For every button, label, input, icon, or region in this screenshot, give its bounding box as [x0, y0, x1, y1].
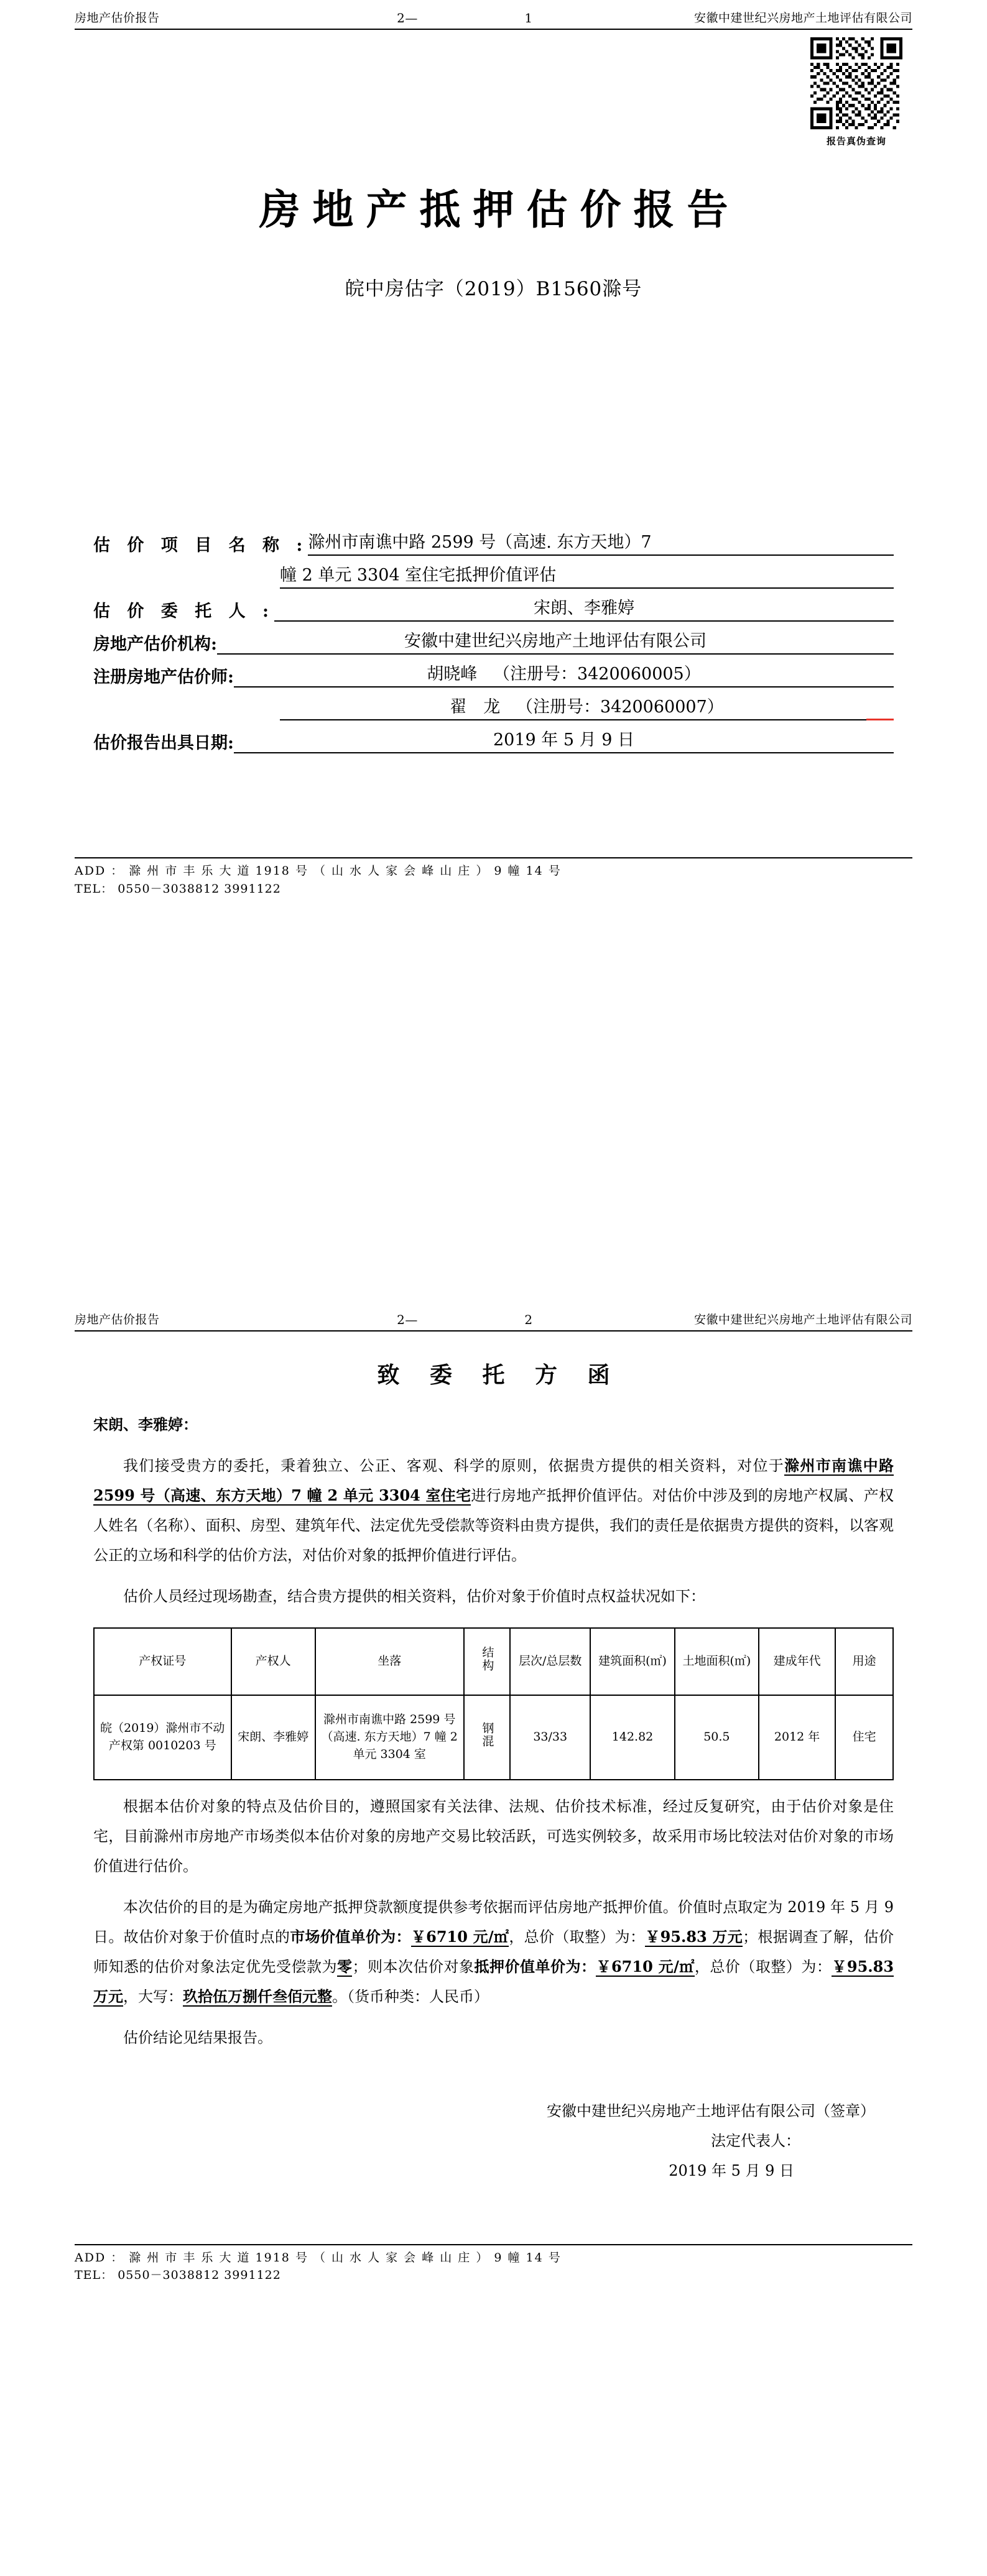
- header-report-type: 房地产估价报告: [75, 11, 160, 25]
- appraiser-1-registration: （注册号：3420060005）: [493, 665, 701, 684]
- letter-paragraph-4: [93, 1892, 894, 2012]
- cell-cert-no: 皖（2019）滁州市不动产权第 0010203 号: [94, 1695, 231, 1780]
- appraiser-1-row: [93, 660, 894, 688]
- footer-address-line-2: ADD ： 滁 州 市 丰 乐 大 道 1918 号 （ 山 水 人 家 会 峰 山 庄 ） 9 幢 14 号: [75, 2250, 562, 2265]
- header-company-name-2: 安徽中建世纪兴房地产土地评估有限公司: [693, 1313, 912, 1327]
- letter-page: [0, 1302, 987, 2576]
- col-header-location: 坐落: [315, 1628, 464, 1695]
- appraiser-2-registration: （注册号：3420060007）: [516, 697, 724, 717]
- report-number: 皖中房估字（2019）B1560滁号: [345, 278, 642, 300]
- cell-owner: 宋朗、李雅婷: [231, 1695, 315, 1780]
- header-section-number: 2—: [397, 11, 418, 25]
- red-underline-mark: [866, 719, 894, 720]
- client-label: 估 价 委 托 人 :: [93, 602, 274, 621]
- col-header-build-year: 建成年代: [759, 1628, 835, 1695]
- running-header-page2: [0, 1302, 987, 1330]
- para1-subject-address: 滁州市南谯中路 2599 号（高速、东方天地）7 幢 2 单元 3304 室住宅: [93, 1456, 894, 1504]
- letter-paragraph-5: 估价结论见结果报告。: [123, 2028, 272, 2046]
- col-header-owner: 产权人: [231, 1628, 315, 1695]
- col-header-structure-text: 结构: [480, 1645, 494, 1672]
- qr-code-icon[interactable]: [810, 37, 902, 129]
- col-header-usage: 用途: [835, 1628, 893, 1695]
- col-header-building-area: 建筑面积(㎡): [590, 1628, 674, 1695]
- header-company-name: 安徽中建世纪兴房地产土地评估有限公司: [693, 11, 912, 25]
- project-name-value-line2: 幢 2 单元 3304 室住宅抵押价值评估: [280, 561, 894, 589]
- appraiser-2-row: [93, 693, 894, 720]
- header-page-number-2: 2: [524, 1312, 533, 1327]
- para1-part-a: 我们接受贵方的委托，秉着独立、公正、客观、科学的原则，依据贵方提供的相关资料，对位于: [123, 1456, 785, 1474]
- letter-body: [93, 1410, 894, 2053]
- appraiser-2-name: 翟 龙: [450, 697, 501, 717]
- cell-land-area: 50.5: [675, 1695, 759, 1780]
- project-name-row-cont: [93, 561, 894, 589]
- footer-address-line: ADD ： 滁 州 市 丰 乐 大 道 1918 号 （ 山 水 人 家 会 峰 山 庄 ） 9 幢 14 号: [75, 864, 562, 878]
- letter-paragraph-1: [93, 1451, 894, 1570]
- para4-part-i: 。（货币种类：人民币）: [332, 1987, 489, 2005]
- letter-paragraph-3: 根据本估价对象的特点及估价目的，遵照国家有关法律、法规、估价技术标准，经过反复研究，由于估价对象是住宅，目前滁州市房地产市场类似本估价对象的房地产交易比较活跃，可选实例较多，故采用市场比较法对估价对象的市场价值进行估价。: [93, 1797, 894, 1875]
- footer-tel-line-2: TEL： 0550－3038812 3991122: [75, 2268, 281, 2283]
- signature-block: [93, 2096, 894, 2186]
- header-divider: [75, 29, 912, 30]
- para4-amount-in-words: 玖拾伍万捌仟叁佰元整: [183, 1987, 332, 2005]
- para4-market-total-price: ￥95.83 万元: [645, 1927, 743, 1946]
- signature-date: 2019 年 5 月 9 日: [669, 2161, 794, 2179]
- cover-bottom-gap: [0, 759, 987, 857]
- cover-info-block: [93, 528, 894, 753]
- issue-date-row: [93, 726, 894, 753]
- signature-legal-rep: 法定代表人：: [711, 2132, 800, 2150]
- letter-salutation: 宋朗、李雅婷：: [93, 1416, 198, 1433]
- agency-value: 安徽中建世纪兴房地产土地评估有限公司: [217, 627, 894, 655]
- para4-part-a: 本次估价的目的是为确定房地产抵押贷款额度提供参考依据而评估房地产抵押价值。价值时点取定为 2019 年 5 月 9 日。故估价对象于价值时点的: [93, 1898, 894, 1946]
- header-divider-2: [75, 1330, 912, 1332]
- running-header-page1: [0, 0, 987, 29]
- appraiser-1-value: [234, 660, 894, 688]
- letter-paragraph-2: 估价人员经过现场勘查，结合贵方提供的相关资料，估价对象于价值时点权益状况如下：: [123, 1587, 705, 1605]
- table-header-row: [94, 1628, 893, 1695]
- appraiser-2-value: [280, 693, 894, 720]
- para4-part-c: ，总价（取整）为：: [509, 1928, 646, 1946]
- para4-mortgage-unit-price: ￥6710 元/㎡: [596, 1957, 695, 1976]
- footer-address-page2: [75, 2244, 912, 2284]
- letter-title: 致 委 托 方 函: [377, 1363, 621, 1388]
- table-row: [94, 1695, 893, 1780]
- footer-address-page1: [75, 857, 912, 898]
- para4-mortgage-total-price: ￥95.83 万元: [93, 1957, 894, 2005]
- para1-part-c: 进行房地产抵押价值评估。对估价中涉及到的房地产权属、产权人姓名（名称）、面积、房型、建筑年代、法定优先受偿款等资料由贵方提供，我们的责任是依据贵方提供的资料，以客观公正的立场和科学的估价方法，对估价对象的抵押价值进行评估。: [93, 1486, 894, 1564]
- agency-label: 房地产估价机构:: [93, 635, 217, 654]
- cell-usage: 住宅: [835, 1695, 893, 1780]
- agency-row: [93, 627, 894, 655]
- para4-mortgage-value-label: 抵押价值单价为：: [474, 1957, 596, 1976]
- para4-part-e: ；则本次估价对象: [352, 1957, 475, 1976]
- project-name-row: [93, 528, 894, 556]
- footer-tel-line: TEL： 0550－3038812 3991122: [75, 881, 281, 896]
- cell-building-area: 142.82: [590, 1695, 674, 1780]
- col-header-land-area: 土地面积(㎡): [675, 1628, 759, 1695]
- page-title: 房地产抵押估价报告: [259, 186, 741, 234]
- col-header-cert-no: 产权证号: [94, 1628, 231, 1695]
- header-report-type-2: 房地产估价报告: [75, 1313, 160, 1327]
- project-name-label: 估 价 项 目 名 称 :: [93, 536, 308, 555]
- cell-structure: [464, 1695, 511, 1780]
- client-value: 宋朗、李雅婷: [274, 594, 894, 622]
- header-page-number: 1: [524, 11, 533, 25]
- cell-structure-text: 钢混: [480, 1721, 494, 1748]
- appraiser-label: 注册房地产估价师:: [93, 668, 234, 687]
- qr-verification-block: [807, 37, 906, 147]
- para4-market-value-label: 市场价值单价为：: [290, 1927, 411, 1946]
- col-header-floor: 层次/总层数: [510, 1628, 590, 1695]
- para4-priority-claim-amount: 零: [336, 1957, 353, 1976]
- cell-location: 滁州市南谯中路 2599 号（高速. 东方天地）7 幢 2 单元 3304 室: [315, 1695, 464, 1780]
- cell-floor: 33/33: [510, 1695, 590, 1780]
- appraiser-1-name: 胡晓峰: [427, 665, 478, 684]
- letter-bottom-gap: [0, 2186, 987, 2244]
- cell-build-year: 2012 年: [759, 1695, 835, 1780]
- header-section-number-2: 2—: [397, 1312, 418, 1327]
- para4-part-h: ，大写：: [123, 1987, 183, 2005]
- qr-caption-label: 报告真伪查询: [826, 136, 886, 147]
- client-row: [93, 594, 894, 622]
- para4-part-d: ；根据调查了解，估价师知悉的估价对象法定优先受偿款为: [93, 1928, 894, 1976]
- para4-market-unit-price: ￥6710 元/㎡: [410, 1927, 509, 1946]
- issue-date-value: 2019 年 5 月 9 日: [234, 726, 894, 753]
- issue-date-label: 估价报告出具日期:: [93, 734, 234, 753]
- para4-part-g: ，总价（取整）为：: [694, 1957, 832, 1976]
- project-name-value-line1: 滁州市南谯中路 2599 号（高速. 东方天地）7: [308, 528, 894, 556]
- col-header-structure: [464, 1628, 511, 1695]
- property-table: [93, 1627, 894, 1780]
- signature-company: 安徽中建世纪兴房地产土地评估有限公司（签章）: [547, 2102, 875, 2120]
